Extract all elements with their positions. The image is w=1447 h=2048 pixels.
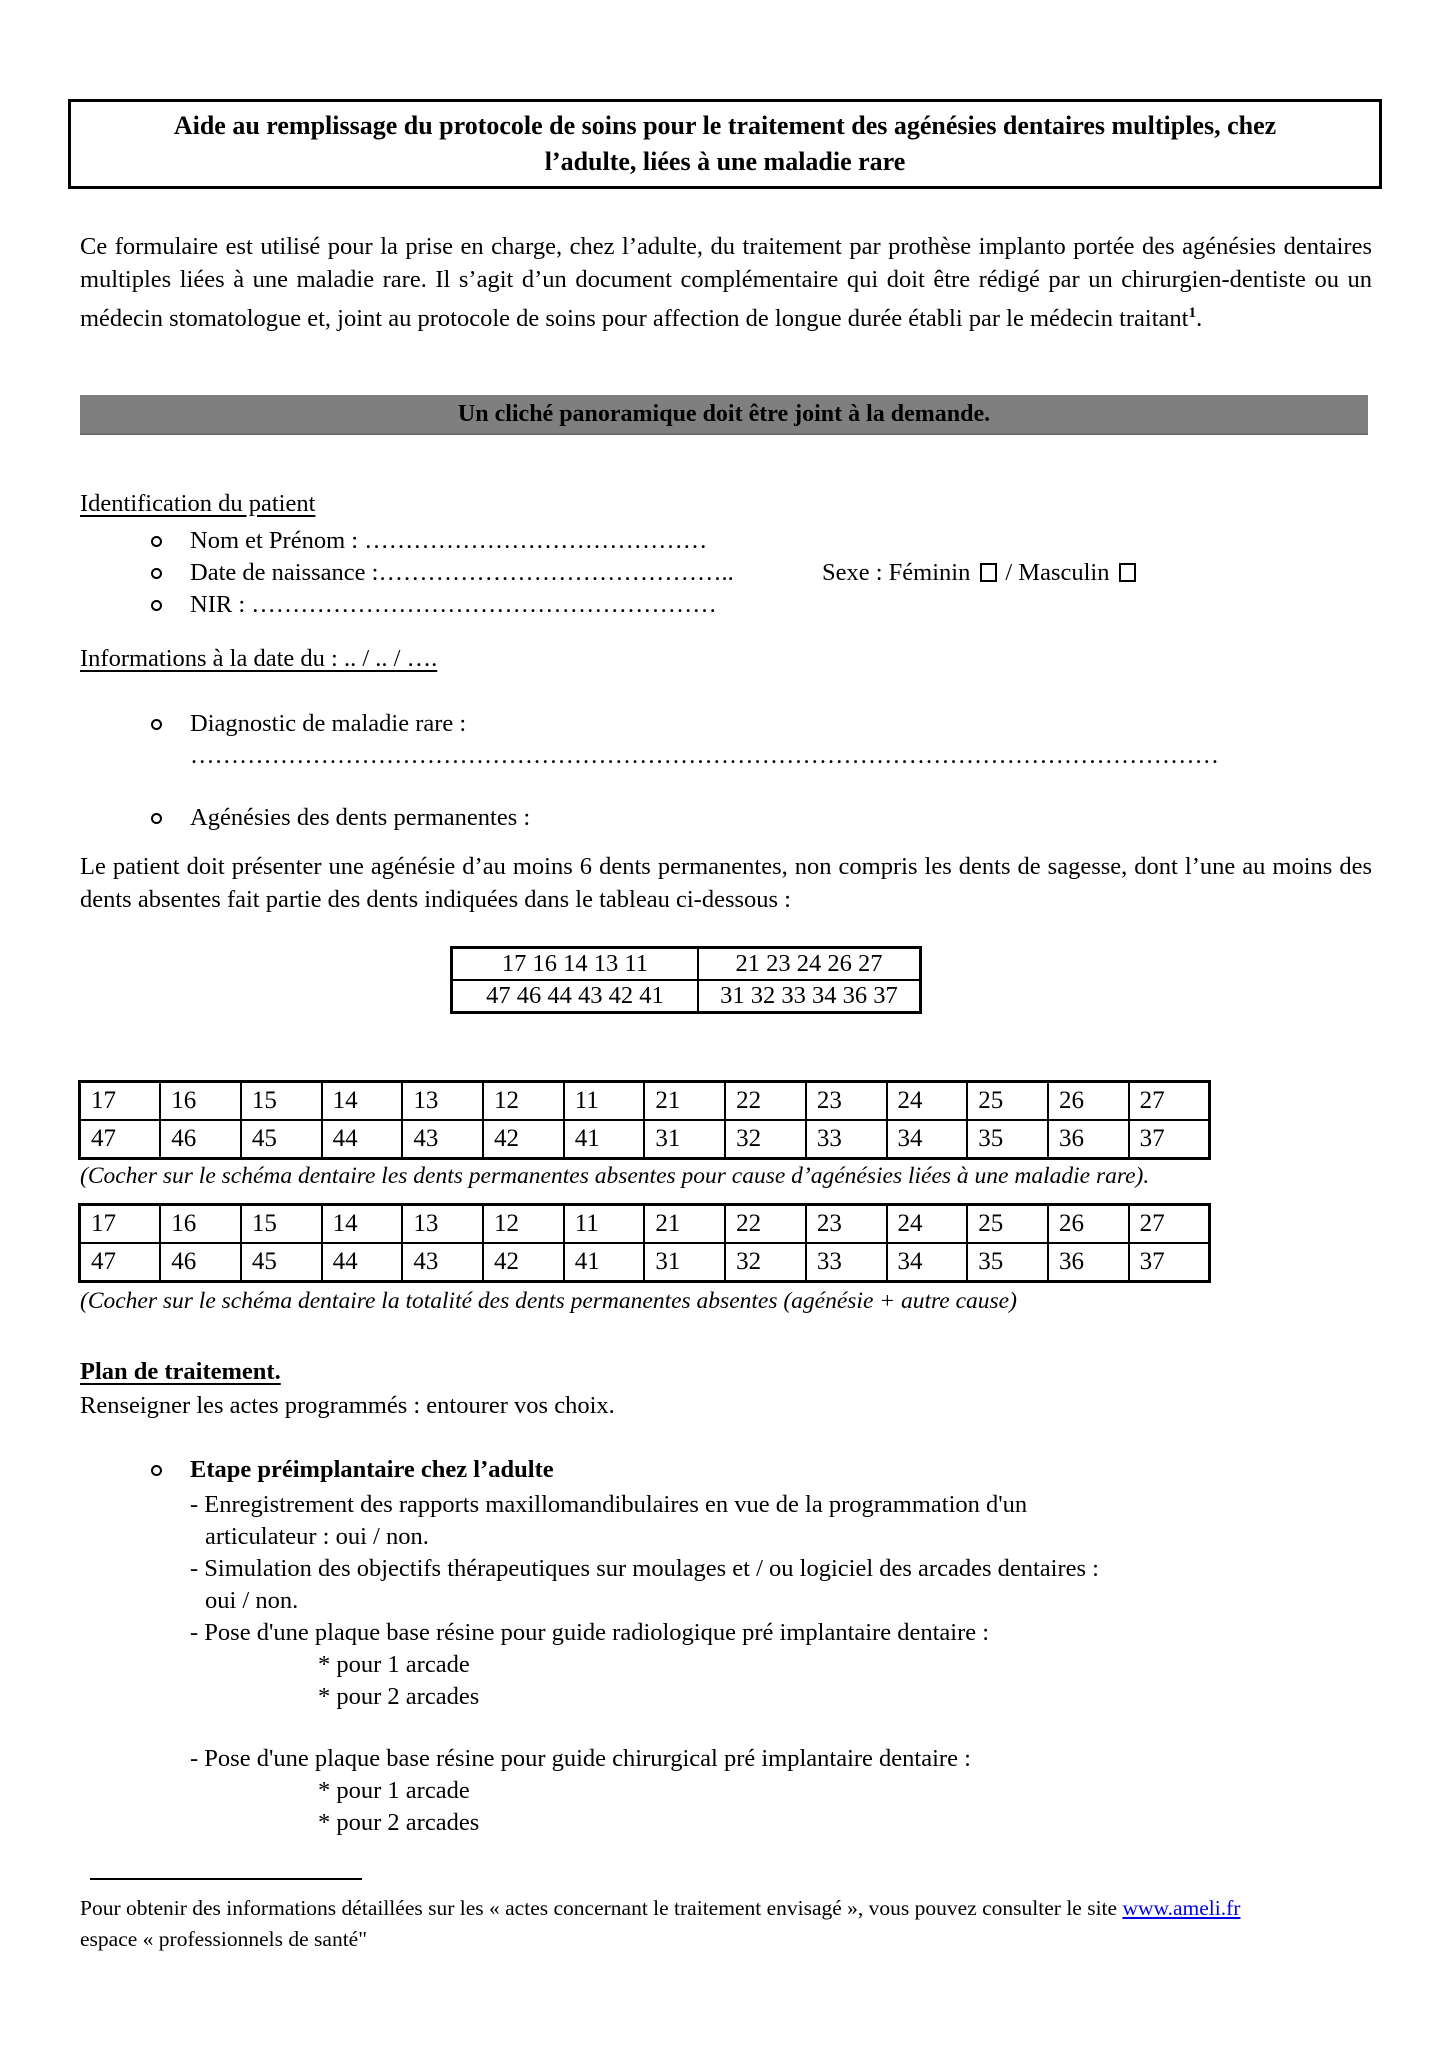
tooth-cell[interactable]: 23	[806, 1082, 887, 1121]
treatment-option: * pour 2 arcades	[318, 1683, 480, 1710]
tooth-cell[interactable]: 41	[564, 1120, 645, 1159]
eligibility-cell: 31 32 33 34 36 37	[698, 980, 921, 1013]
tooth-cell[interactable]: 32	[725, 1120, 806, 1159]
intro-text: Ce formulaire est utilisé pour la prise en charge, chez l’adulte, du traitement par prothèse implanto portée des agénésies dentaires multiples liées à une maladie rare. Il s’agit d’un document complémentaire qui doit être rédigé par un chirurgien-dentiste ou un médecin stomatologue et, joint au protocole de soins pour affection de longue durée établi par le médecin traitant	[80, 233, 1372, 333]
tooth-cell[interactable]: 45	[241, 1120, 322, 1159]
tooth-cell[interactable]: 35	[967, 1243, 1048, 1282]
tooth-cell[interactable]: 42	[483, 1120, 564, 1159]
teeth-table-caption-agenesie: (Cocher sur le schéma dentaire les dents permanentes absentes pour cause d’agénésies liées à une maladie rare).	[80, 1163, 1150, 1189]
table-row	[452, 948, 921, 981]
tooth-cell[interactable]: 43	[402, 1243, 483, 1282]
ameli-link[interactable]: www.ameli.fr	[1122, 1896, 1241, 1920]
field-row-nir	[0, 591, 1447, 623]
treatment-lines	[190, 1489, 1390, 1839]
treatment-line: - Simulation des objectifs thérapeutiques sur moulages et / ou logiciel des arcades dentaires :	[190, 1555, 1099, 1582]
section-heading-plan: Plan de traitement.	[80, 1358, 281, 1385]
tooth-cell[interactable]: 27	[1129, 1205, 1210, 1244]
tooth-cell[interactable]: 45	[241, 1243, 322, 1282]
tooth-cell[interactable]: 36	[1048, 1243, 1129, 1282]
section-heading-identification: Identification du patient	[80, 490, 316, 517]
treatment-option: * pour 2 arcades	[318, 1809, 480, 1836]
intro-paragraph	[80, 230, 1372, 335]
tooth-cell[interactable]: 24	[887, 1082, 968, 1121]
treatment-line: oui / non.	[205, 1587, 299, 1614]
eligibility-cell: 17 16 14 13 11	[452, 948, 698, 981]
tooth-cell[interactable]: 12	[483, 1205, 564, 1244]
field-row-naissance	[0, 559, 1447, 591]
tooth-cell[interactable]: 14	[322, 1082, 403, 1121]
tooth-cell[interactable]: 11	[564, 1205, 645, 1244]
treatment-line: - Pose d'une plaque base résine pour guide radiologique pré implantaire dentaire :	[190, 1619, 990, 1646]
teeth-table-caption-totalite: (Cocher sur le schéma dentaire la totalité des dents permanentes absentes (agénésie + autre cause)	[80, 1288, 1017, 1314]
nom-field[interactable]	[190, 527, 707, 555]
tooth-cell[interactable]: 36	[1048, 1120, 1129, 1159]
nom-dots-field[interactable]: ……………………………………	[364, 527, 708, 554]
tooth-cell[interactable]: 16	[160, 1082, 241, 1121]
tooth-cell[interactable]: 15	[241, 1082, 322, 1121]
eligibility-table	[450, 946, 922, 1014]
sexe-label: Sexe : Féminin	[822, 559, 971, 586]
checkbox-feminin[interactable]	[980, 563, 997, 582]
bullet-circle-icon	[151, 719, 162, 730]
tooth-cell[interactable]: 13	[402, 1082, 483, 1121]
sexe-group	[822, 559, 1136, 587]
field-row-diagnostic	[0, 710, 1447, 742]
tooth-cell[interactable]: 15	[241, 1205, 322, 1244]
tooth-cell[interactable]: 31	[644, 1120, 725, 1159]
intro-tail: .	[1196, 305, 1203, 333]
tooth-cell[interactable]: 35	[967, 1120, 1048, 1159]
section-heading-informations: Informations à la date du : .. / .. / ….	[80, 645, 438, 672]
eligibility-cell: 47 46 44 43 42 41	[452, 980, 698, 1013]
treatment-option: * pour 1 arcade	[318, 1651, 470, 1678]
tooth-cell[interactable]: 34	[887, 1120, 968, 1159]
footnote-line-1	[80, 1893, 1395, 1924]
step-row-preimplantaire	[0, 1456, 1447, 1488]
tooth-cell[interactable]: 37	[1129, 1243, 1210, 1282]
tooth-cell[interactable]: 21	[644, 1082, 725, 1121]
panoramic-banner: Un cliché panoramique doit être joint à la demande.	[80, 395, 1368, 435]
bullet-circle-icon	[151, 1465, 162, 1476]
tooth-cell[interactable]: 17	[80, 1205, 161, 1244]
table-row-upper	[80, 1082, 1210, 1121]
table-row	[452, 980, 921, 1013]
tooth-cell[interactable]: 42	[483, 1243, 564, 1282]
masculin-label: Masculin	[1018, 559, 1110, 586]
footnote-separator	[90, 1878, 362, 1880]
tooth-cell[interactable]: 11	[564, 1082, 645, 1121]
diagnostic-dots-field[interactable]: ………………………………………………………………………………………………………………	[190, 742, 1219, 769]
tooth-cell[interactable]: 47	[80, 1243, 161, 1282]
diagnostic-label: Diagnostic de maladie rare :	[190, 710, 467, 737]
bullet-circle-icon	[151, 568, 162, 579]
tooth-cell[interactable]: 25	[967, 1082, 1048, 1121]
tooth-cell[interactable]: 26	[1048, 1205, 1129, 1244]
page-title-line-1: Aide au remplissage du protocole de soins pour le traitement des agénésies dentaires multiples, chez	[173, 111, 1277, 140]
teeth-table-totalite	[78, 1203, 1211, 1283]
treatment-option: * pour 1 arcade	[318, 1777, 470, 1804]
checkbox-masculin[interactable]	[1119, 563, 1136, 582]
tooth-cell[interactable]: 26	[1048, 1082, 1129, 1121]
tooth-cell[interactable]: 14	[322, 1205, 403, 1244]
tooth-cell[interactable]: 23	[806, 1205, 887, 1244]
table-row-lower	[80, 1243, 1210, 1282]
tooth-cell[interactable]: 31	[644, 1243, 725, 1282]
tooth-cell[interactable]: 22	[725, 1205, 806, 1244]
nom-label: Nom et Prénom :	[190, 527, 365, 554]
agenesies-label: Agénésies des dents permanentes :	[190, 804, 531, 831]
footnote-line-2: espace « professionnels de santé"	[80, 1927, 367, 1951]
bullet-circle-icon	[151, 813, 162, 824]
table-row-lower	[80, 1120, 1210, 1159]
plan-subtitle: Renseigner les actes programmés : entourer vos choix.	[80, 1392, 615, 1419]
tooth-cell[interactable]: 44	[322, 1120, 403, 1159]
nir-field[interactable]	[190, 591, 717, 619]
footnote-ref: 1	[1188, 304, 1197, 321]
tooth-cell[interactable]: 25	[967, 1205, 1048, 1244]
page-title-line-2: l’adulte, liées à une maladie rare	[544, 147, 906, 176]
tooth-cell[interactable]: 46	[160, 1243, 241, 1282]
tooth-cell[interactable]: 47	[80, 1120, 161, 1159]
tooth-cell[interactable]: 32	[725, 1243, 806, 1282]
tooth-cell[interactable]: 33	[806, 1243, 887, 1282]
spacer	[190, 1713, 1390, 1743]
tooth-cell[interactable]: 34	[887, 1243, 968, 1282]
teeth-table-agenesie	[78, 1080, 1211, 1160]
nir-label: NIR :	[190, 591, 252, 618]
footnote-text: Pour obtenir des informations détaillées sur les « actes concernant le traitement envisagé », vous pouvez consulter le site	[80, 1896, 1123, 1920]
tooth-cell[interactable]: 37	[1129, 1120, 1210, 1159]
treatment-line: articulateur : oui / non.	[205, 1523, 429, 1550]
bullet-circle-icon	[151, 600, 162, 611]
tooth-cell[interactable]: 43	[402, 1120, 483, 1159]
sexe-separator: /	[1005, 559, 1013, 586]
tooth-cell[interactable]: 22	[725, 1082, 806, 1121]
treatment-line: - Pose d'une plaque base résine pour guide chirurgical pré implantaire dentaire :	[190, 1745, 971, 1772]
tooth-cell[interactable]: 27	[1129, 1082, 1210, 1121]
tooth-cell[interactable]: 13	[402, 1205, 483, 1244]
tooth-cell[interactable]: 33	[806, 1120, 887, 1159]
field-row-agenesies	[0, 804, 1447, 836]
naissance-label: Date de naissance :	[190, 559, 379, 586]
tooth-cell[interactable]: 46	[160, 1120, 241, 1159]
treatment-line: - Enregistrement des rapports maxillomandibulaires en vue de la programmation d'un	[190, 1491, 1028, 1518]
field-row-nom	[0, 527, 1447, 559]
title-box	[68, 99, 1382, 189]
naissance-dots-field[interactable]: ……………………………………..	[378, 559, 734, 586]
tooth-cell[interactable]: 17	[80, 1082, 161, 1121]
eligibility-paragraph: Le patient doit présenter une agénésie d’au moins 6 dents permanentes, non compris les dents de sagesse, dont l’une au moins des dents absentes fait partie des dents indiquées dans le tableau ci-dessous :	[80, 853, 1372, 913]
table-row-upper	[80, 1205, 1210, 1244]
tooth-cell[interactable]: 44	[322, 1243, 403, 1282]
step-title: Etape préimplantaire chez l’adulte	[190, 1456, 554, 1483]
tooth-cell[interactable]: 12	[483, 1082, 564, 1121]
tooth-cell[interactable]: 41	[564, 1243, 645, 1282]
eligibility-cell: 21 23 24 26 27	[698, 948, 921, 981]
bullet-circle-icon	[151, 536, 162, 547]
tooth-cell[interactable]: 24	[887, 1205, 968, 1244]
naissance-field[interactable]	[190, 559, 734, 587]
footnote	[80, 1893, 1395, 1955]
tooth-cell[interactable]: 21	[644, 1205, 725, 1244]
nir-dots-field[interactable]: …………………………………………………	[251, 591, 717, 618]
tooth-cell[interactable]: 16	[160, 1205, 241, 1244]
